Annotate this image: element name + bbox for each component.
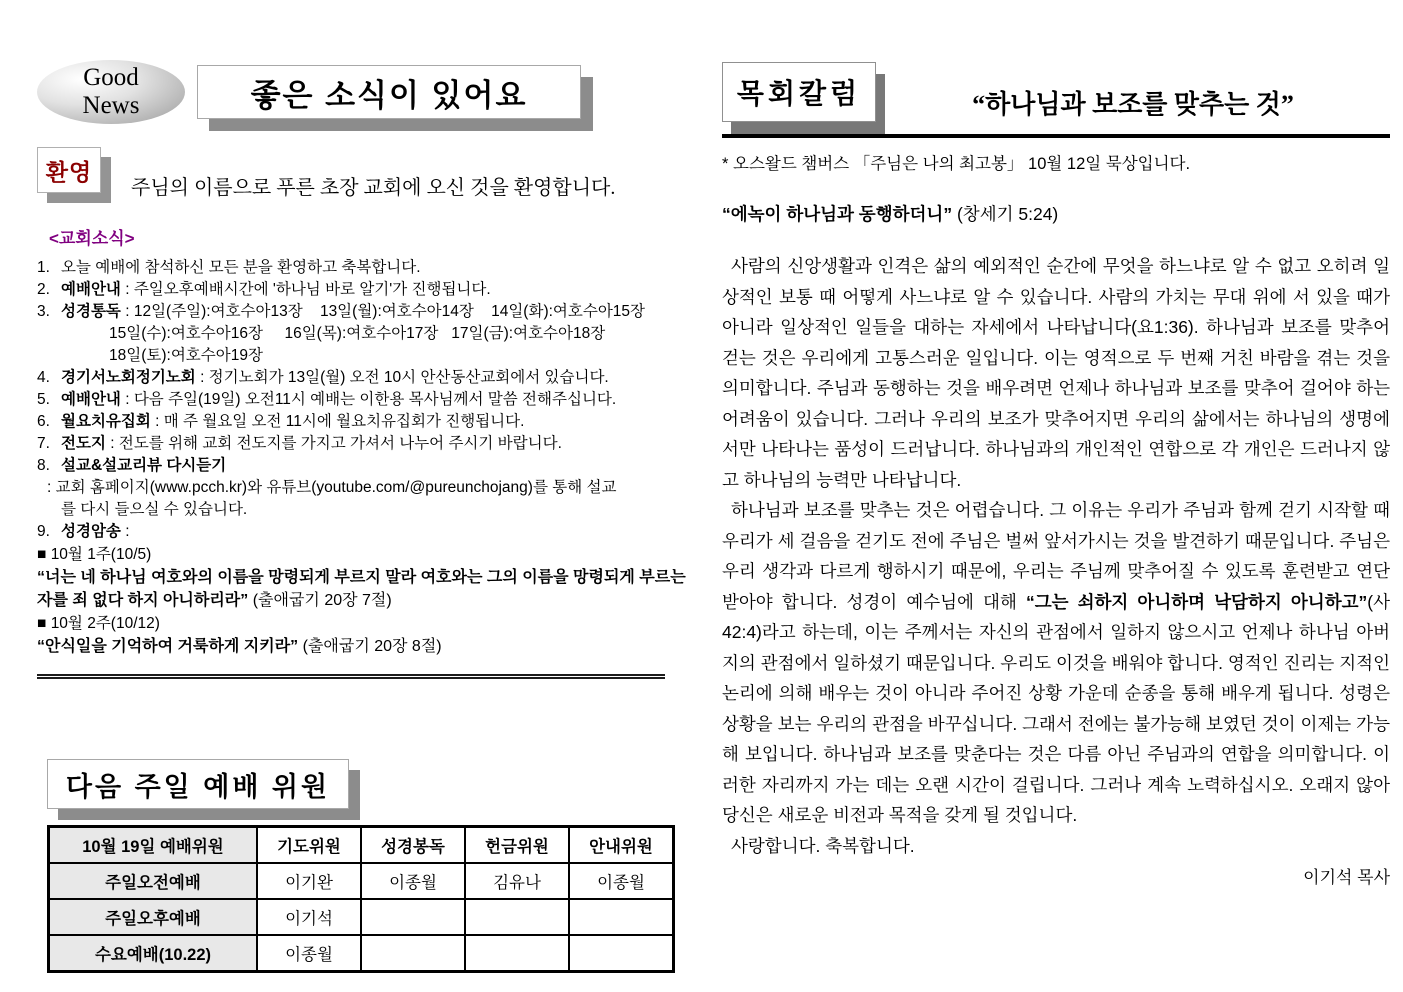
good-news-logo <box>37 60 185 124</box>
square-bullet-icon: ■ <box>37 546 47 563</box>
committee-title-box <box>47 759 349 809</box>
table-row: 주일오후예배 이기석 <box>49 899 674 935</box>
church-news-heading: <교회소식> <box>49 229 135 248</box>
table-header-prayer: 기도위원 <box>257 827 361 864</box>
logo-line-2: News <box>82 92 140 119</box>
committee-title: 다음 주일 예배 위원 <box>65 771 331 802</box>
closing-line: 사랑합니다. 축복합니다. <box>731 835 915 856</box>
news-item-7: 7. 전도지 : 전도를 위해 교회 전도지를 가지고 가셔서 나누어 주시기 바랍니다. <box>37 435 562 452</box>
committee-table <box>47 825 675 973</box>
square-bullet-icon: ■ <box>37 615 47 632</box>
section-divider <box>37 674 665 679</box>
news-item-9: 9. 성경암송 : <box>37 523 130 540</box>
column-paragraph-1: 사람의 신앙생활과 인격은 삶의 예외적인 순간에 무엇을 하느냐로 알 수 없고 오히려 일상적인 보통 때 어떻게 사느냐로 알 수 있습니다. 사람의 가치는 무대 위에 서 있을 때가 아니라 일상적인 일들을 대하는 자세에서 나타납니다(요1:36). 하나님과 보조를 맞추어 걷는 것은 우리에게 고통스러운 일입니다. 이는 영적으로 두 번째 거친 바람을 겪는 것을 의미합니다. 주님과 동행하는 것을 배우려면 언제나 하나님과 보조를 맞추어 걸어야 하는 어려움이 있습니다. 그러나 우리의 보조가 맞추어지면 우리의 삶에서는 하나님의 생명에서만 나타나는 품성이 드러납니다. 하나님과의 개인적인 연합으로 각 개인은 드러나지 않고 하나님의 능력만 나타납니다. <box>722 256 1390 490</box>
news-item-4: 4. 경기서노회정기노회 : 정기노회가 13일(월) 오전 10시 안산동산교회에서 있습니다. <box>37 369 609 386</box>
church-news-list <box>37 257 702 658</box>
welcome-row <box>37 147 702 200</box>
table-row: 수요예배(10.22) 이종월 <box>49 935 674 972</box>
table-header-usher: 안내위원 <box>569 827 674 864</box>
memory-verse-week-2: ■ 10월 2주(10/12) “안식일을 기억하여 거룩하게 지키라” (출애굽기 20장 8절) <box>37 615 442 655</box>
signature: 이기석 목사 <box>1303 868 1390 887</box>
table-header-scripture: 성경봉독 <box>361 827 465 864</box>
right-column <box>722 62 1390 888</box>
news-item-8-line2: : 교회 홈페이지(www.pcch.kr)와 유튜브(youtube.com/@pureunchojang)를 통해 설교 <box>47 479 617 496</box>
header-rule <box>722 134 1390 138</box>
pastoral-column-badge: 목회칼럼 <box>722 62 876 122</box>
column-body <box>722 251 1390 861</box>
table-header-row <box>49 827 674 864</box>
news-item-8: 8. 설교&설교리뷰 다시듣기 <box>37 457 227 474</box>
memory-verse-week-1: ■ 10월 1주(10/5) “너는 네 하나님 여호와의 이름을 망령되게 부르지 말라 여호와는 그의 이름을 망령되게 부르는 자를 죄 없다 하지 아니하리라” (출애굽기 20장 7절) <box>37 546 686 609</box>
table-row: 주일오전예배 이기완 이종월 김유나 이종월 <box>49 863 674 899</box>
left-column <box>37 60 702 973</box>
news-item-3: 3. 성경통독 : 12일(주일):여호수아13장 13일(월):여호수아14장 14일(화):여호수아15장 <box>37 303 646 320</box>
good-news-title: 좋은 소식이 있어요 <box>250 77 528 113</box>
news-item-8-line3: 를 다시 들으실 수 있습니다. <box>61 501 248 518</box>
welcome-text: 주님의 이름으로 푸른 초장 교회에 오신 것을 환영합니다. <box>131 177 616 199</box>
pastoral-column-title: “하나님과 보조를 맞추는 것” <box>972 90 1294 119</box>
news-item-1: 1. 오늘 예배에 참석하신 모든 분을 환영하고 축복합니다. <box>37 259 421 276</box>
news-item-5: 5. 예배안내 : 다음 주일(19일) 오전11시 예배는 이한용 목사님께서 말씀 전해주십니다. <box>37 391 617 408</box>
news-item-2: 2. 예배안내 : 주일오후예배시간에 '하나님 바로 알기'가 진행됩니다. <box>37 281 491 298</box>
left-header <box>37 60 702 138</box>
column-verse: “에녹이 하나님과 동행하더니” (창세기 5:24) <box>722 204 1059 224</box>
good-news-title-box <box>197 65 581 119</box>
news-item-3-line2: 15일(수):여호수아16장 16일(목):여호수아17장 17일(금):여호수아18장 <box>109 325 606 342</box>
column-paragraph-2: 하나님과 보조를 맞추는 것은 어렵습니다. 그 이유는 우리가 주님과 함께 걷기 시작할 때 우리가 세 걸음을 걷기도 전에 주님은 벌써 앞서가시는 것을 발견하기 때문입니다. 주님은 우리 생각과 다르게 행하시기 때문에, 우리는 주님께 맞추어질 수 있도록 훈련받고 연단 받아야 합니다. 성경이 예수님에 대해 “그는 쇠하지 아니하며 낙담하지 아니하고”(사42:4)라고 하는데, 이는 주께서는 자신의 관점에서 일하지 않으시고 언제나 하나님 아버지의 관점에서 일하셨기 때문입니다. 우리도 이것을 배워야 합니다. 영적인 진리는 지적인 논리에 의해 배우는 것이 아니라 주어진 상황 가운데 순종을 통해 배우게 됩니다. 성령은 상황을 보는 우리의 관점을 바꾸십니다. 그래서 전에는 불가능해 보였던 것이 이제는 가능해 보입니다. 하나님과 보조를 맞춘다는 것은 다름 아닌 주님과의 연합을 의미합니다. 이러한 자리까지 가는 데는 오랜 시간이 걸립니다. 그러나 계속 노력하십시오. 오래지 않아 당신은 새로운 비전과 목적을 갖게 될 것입니다. <box>722 500 1390 825</box>
source-line: * 오스왈드 챔버스 「주님은 나의 최고봉」 10월 12일 묵상입니다. <box>722 155 1191 173</box>
table-header-offering: 헌금위원 <box>465 827 569 864</box>
pastoral-column-header <box>722 62 1390 128</box>
logo-line-1: Good <box>83 64 139 91</box>
table-header-date: 10월 19일 예배위원 <box>49 827 258 864</box>
welcome-badge: 환영 <box>37 147 101 193</box>
news-item-6: 6. 월요치유집회 : 매 주 월요일 오전 11시에 월요치유집회가 진행됩니다. <box>37 413 525 430</box>
news-item-3-line3: 18일(토):여호수아19장 <box>109 347 263 364</box>
